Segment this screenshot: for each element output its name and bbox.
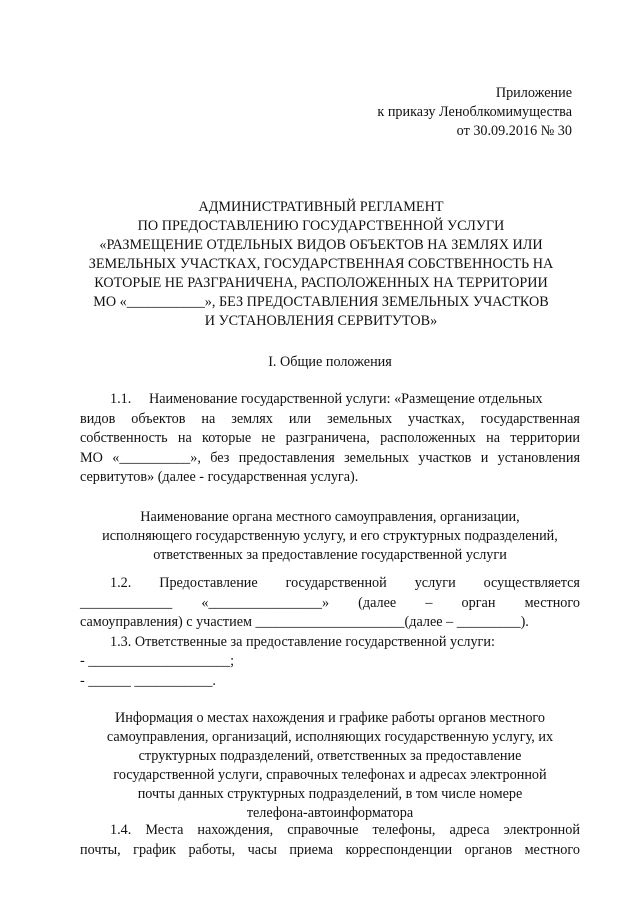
word: Места — [145, 822, 184, 838]
word: расположенных — [380, 430, 476, 446]
subheading-line: Информация о местах нахождения и графике работы органов местного — [115, 710, 545, 726]
word: или — [288, 410, 312, 427]
paragraph-text: Наименование государственной услуги: «Размещение отдельных — [149, 391, 543, 407]
word: предоставления — [238, 449, 335, 466]
word: на — [486, 430, 500, 446]
subheading-line: исполняющего государственную услугу, и его структурных подразделений, — [102, 528, 558, 544]
word: местного — [524, 594, 580, 611]
title-line-4: ЗЕМЕЛЬНЫХ УЧАСТКАХ, ГОСУДАРСТВЕННАЯ СОБСТВЕННОСТЬ НА — [88, 256, 554, 272]
word: электронной — [503, 822, 580, 838]
word: земельных — [327, 410, 393, 427]
clause-number: 1.2. — [110, 575, 132, 591]
paragraph-1-1 — [80, 390, 580, 488]
paragraph-1-2 — [80, 574, 580, 691]
title-line-5: КОТОРЫЕ НЕ РАЗГРАНИЧЕНА, РАСПОЛОЖЕННЫХ НА ТЕРРИТОРИИ — [94, 275, 548, 291]
blank-field: _____________ — [80, 594, 173, 611]
subheading-line: ответственных за предоставление государственной услуги — [153, 547, 507, 563]
list-item: - ______ ___________. — [80, 672, 216, 689]
word: Предоставление — [159, 575, 258, 591]
word: разграничена, — [285, 430, 370, 446]
word: приема — [289, 841, 334, 858]
annex-block — [300, 84, 572, 141]
word: и — [480, 449, 489, 466]
title-line-1: АДМИНИСТРАТИВНЫЙ РЕГЛАМЕНТ — [198, 199, 444, 215]
title-line-7: И УСТАНОВЛЕНИЯ СЕРВИТУТОВ» — [204, 313, 438, 329]
section-heading — [80, 353, 580, 372]
word: участков — [418, 449, 472, 466]
paragraph-line — [80, 574, 580, 594]
word: органов — [464, 841, 513, 858]
annex-line-3: от 30.09.2016 № 30 — [456, 123, 572, 139]
paragraph-line — [80, 429, 580, 449]
document-title — [60, 198, 582, 331]
paragraph-line — [80, 594, 580, 614]
word: государственной — [285, 575, 387, 591]
word: работы, — [188, 841, 236, 858]
word: – — [425, 594, 433, 611]
title-line-3: «РАЗМЕЩЕНИЕ ОТДЕЛЬНЫХ ВИДОВ ОБЪЕКТОВ НА ЗЕМЛЯХ ИЛИ — [99, 237, 543, 253]
paragraph-line — [80, 449, 580, 469]
subheading-line: самоуправления, организаций, исполняющих государственную услугу, их — [106, 729, 554, 745]
subheading-line: структурных подразделений, ответственных за предоставление — [138, 748, 522, 764]
word: почты, — [80, 841, 121, 858]
subheading-information — [70, 709, 590, 823]
word: справочные — [287, 822, 359, 838]
word: без — [210, 449, 230, 466]
section-heading-text: I. Общие положения — [268, 354, 392, 370]
word: услуги — [414, 575, 456, 591]
word: на — [177, 430, 192, 446]
word: осуществляется — [483, 575, 580, 591]
subheading-line: государственной услуги, справочных телефонах и адресах электронной — [113, 767, 547, 783]
word: собственность — [80, 430, 168, 446]
blank-field: «________________» — [201, 594, 330, 611]
word: «__________», — [112, 449, 201, 466]
subheading-line: почты данных структурных подразделений, в том числе номере — [137, 786, 523, 802]
subheading-line: Наименование органа местного самоуправления, организации, — [140, 509, 520, 525]
paragraph-line: самоуправления) с участием _____________________(далее – _________). — [80, 614, 529, 630]
word: орган — [461, 594, 496, 611]
word: на — [201, 410, 216, 427]
word: адреса — [449, 822, 490, 838]
word: не — [261, 430, 276, 446]
word: землях — [231, 410, 273, 427]
word: местного — [524, 841, 580, 858]
word: территории — [510, 430, 580, 446]
subheading-authority — [70, 508, 590, 565]
word: которые — [202, 430, 252, 446]
word: видов — [80, 410, 116, 427]
clause-number: 1.1. — [110, 391, 132, 407]
paragraph-line — [80, 390, 580, 410]
word: часы — [247, 841, 277, 858]
word: (далее — [358, 594, 397, 611]
clause-number: 1.4. — [110, 822, 132, 838]
paragraph-line — [80, 410, 580, 430]
paragraph-line: сервитутов» (далее - государственная услуга). — [80, 469, 359, 485]
word: график — [133, 841, 177, 858]
word: участках, — [408, 410, 465, 427]
paragraph-1-4 — [80, 821, 580, 860]
word: корреспонденции — [345, 841, 453, 858]
word: телефоны, — [372, 822, 436, 838]
word: нахождения, — [197, 822, 274, 838]
word: земельных — [344, 449, 410, 466]
word: объектов — [131, 410, 186, 427]
word: установления — [497, 449, 580, 466]
subheading-line: телефона-автоинформатора — [246, 805, 414, 821]
title-line-6: МО «___________», БЕЗ ПРЕДОСТАВЛЕНИЯ ЗЕМЕЛЬНЫХ УЧАСТКОВ — [93, 294, 549, 310]
annex-line-2: к приказу Леноблкомимущества — [377, 104, 572, 120]
annex-line-1: Приложение — [495, 85, 572, 101]
word: государственная — [480, 410, 580, 427]
title-line-2: ПО ПРЕДОСТАВЛЕНИЮ ГОСУДАРСТВЕННОЙ УСЛУГИ — [137, 218, 505, 234]
paragraph-line — [80, 841, 580, 861]
list-item: - ____________________; — [80, 653, 235, 669]
paragraph-line — [80, 821, 580, 841]
paragraph-line: 1.3. Ответственные за предоставление государственной услуги: — [110, 633, 495, 650]
word: МО — [80, 449, 103, 466]
